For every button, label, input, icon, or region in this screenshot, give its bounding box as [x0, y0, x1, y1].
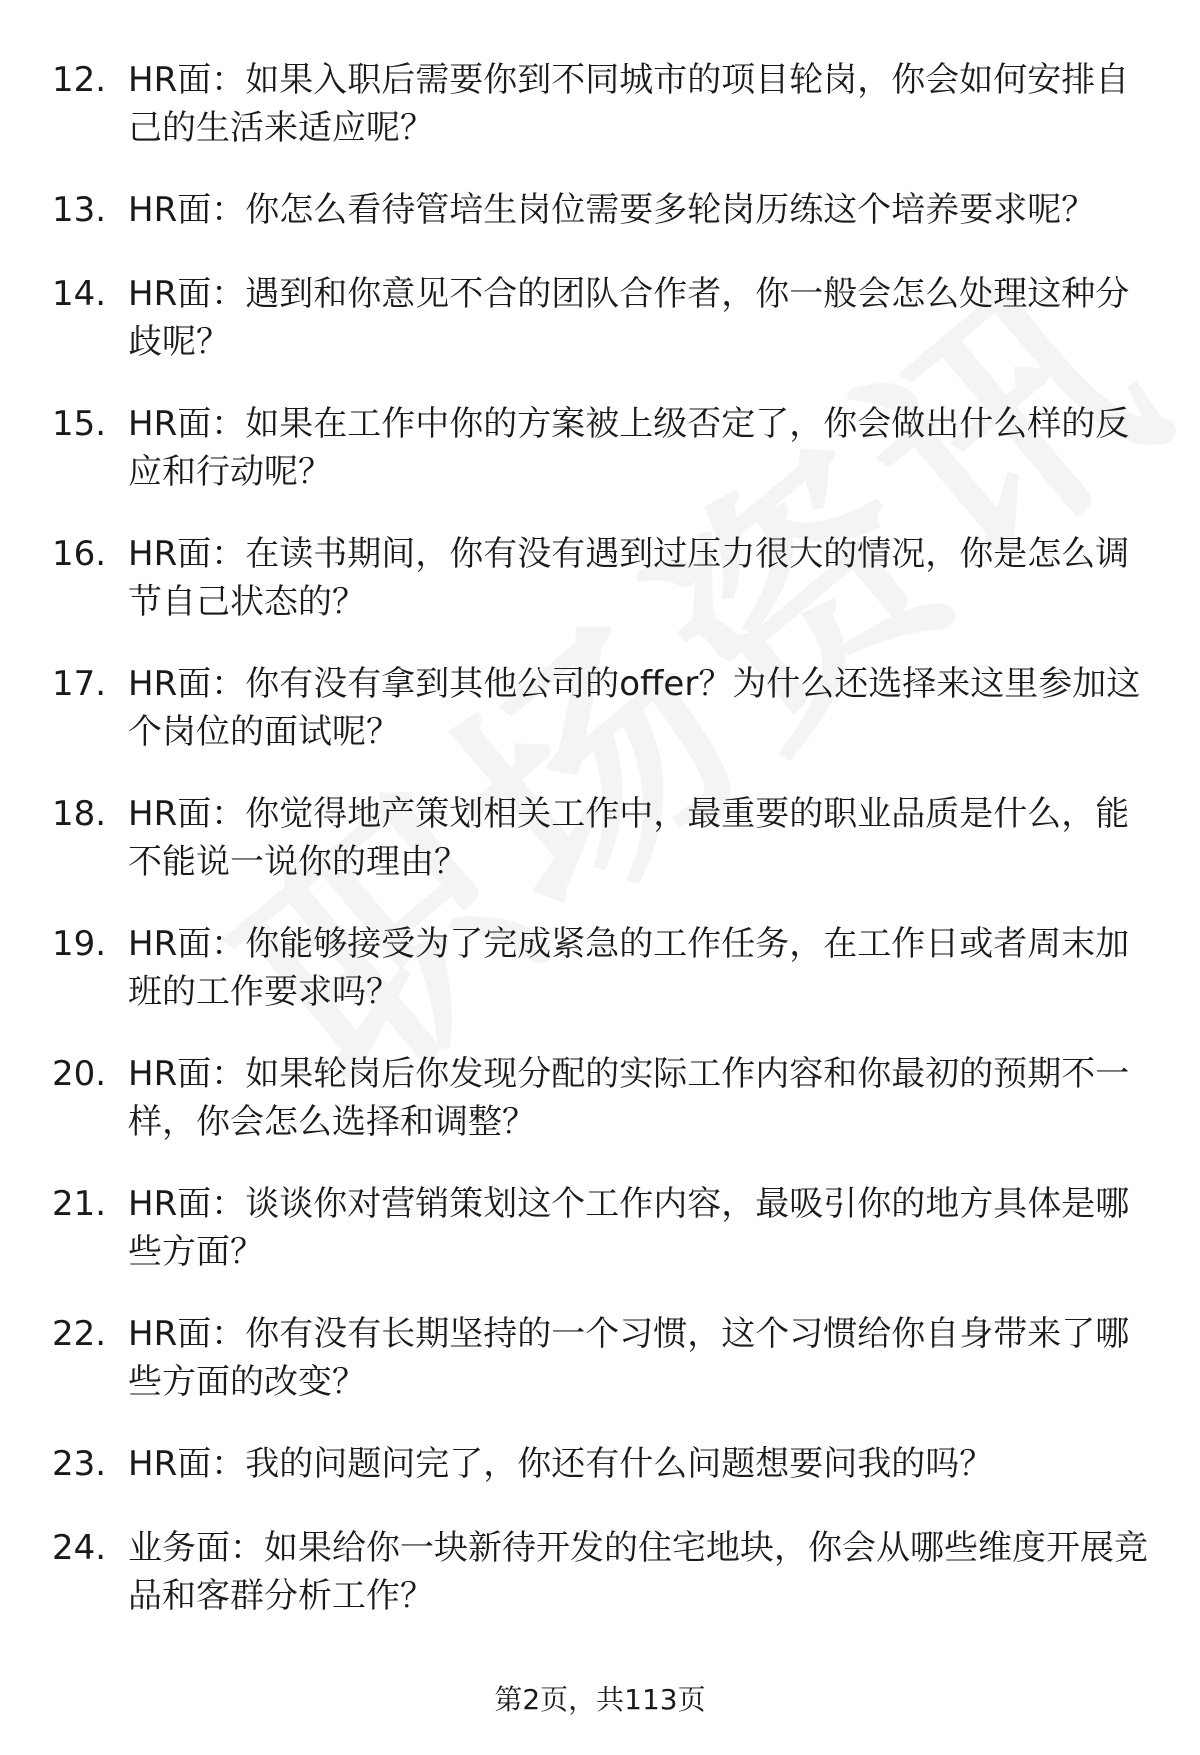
- page-footer: 第2页，共113页: [494, 1683, 706, 1716]
- item-number: 15.: [52, 404, 107, 444]
- list-item: [0, 530, 1200, 660]
- item-text: HR面：我的问题问完了，你还有什么问题想要问我的吗？: [128, 1444, 994, 1484]
- item-text: HR面：如果在工作中你的方案被上级否定了，你会做出什么样的反应和行动呢？: [128, 404, 1130, 492]
- list-item: [0, 1440, 1200, 1524]
- item-number: 20.: [52, 1054, 107, 1094]
- item-number: 19.: [52, 924, 107, 964]
- list-item: [0, 270, 1200, 400]
- item-number: 12.: [52, 60, 107, 100]
- item-number: 24.: [52, 1528, 107, 1568]
- item-text: HR面：你怎么看待管培生岗位需要多轮岗历练这个培养要求呢？: [128, 190, 1096, 230]
- item-number: 18.: [52, 794, 107, 834]
- item-number: 16.: [52, 534, 107, 574]
- item-number: 14.: [52, 274, 107, 314]
- list-item: [0, 1524, 1200, 1654]
- item-number: 22.: [52, 1314, 107, 1354]
- list-item: [0, 1180, 1200, 1310]
- list-item: [0, 186, 1200, 270]
- question-list: [0, 56, 1200, 1654]
- item-text: HR面：在读书期间，你有没有遇到过压力很大的情况，你是怎么调节自己状态的？: [128, 534, 1130, 622]
- item-text: HR面：你有没有拿到其他公司的offer？为什么还选择来这里参加这个岗位的面试呢？: [128, 664, 1141, 752]
- list-item: [0, 790, 1200, 920]
- item-text: HR面：你能够接受为了完成紧急的工作任务，在工作日或者周末加班的工作要求吗？: [128, 924, 1130, 1012]
- item-number: 23.: [52, 1444, 107, 1484]
- item-text: 业务面：如果给你一块新待开发的住宅地块，你会从哪些维度开展竞品和客群分析工作？: [128, 1528, 1148, 1616]
- item-text: HR面：你觉得地产策划相关工作中，最重要的职业品质是什么，能不能说一说你的理由？: [128, 794, 1130, 882]
- list-item: [0, 920, 1200, 1050]
- item-text: HR面：如果入职后需要你到不同城市的项目轮岗，你会如何安排自己的生活来适应呢？: [128, 60, 1130, 148]
- item-text: HR面：你有没有长期坚持的一个习惯，这个习惯给你自身带来了哪些方面的改变？: [128, 1314, 1130, 1402]
- item-text: HR面：遇到和你意见不合的团队合作者，你一般会怎么处理这种分歧呢？: [128, 274, 1130, 362]
- item-number: 21.: [52, 1184, 107, 1224]
- list-item: [0, 400, 1200, 530]
- list-item: [0, 56, 1200, 186]
- list-item: [0, 1310, 1200, 1440]
- item-number: 13.: [52, 190, 107, 230]
- item-text: HR面：谈谈你对营销策划这个工作内容，最吸引你的地方具体是哪些方面？: [128, 1184, 1130, 1272]
- item-text: HR面：如果轮岗后你发现分配的实际工作内容和你最初的预期不一样，你会怎么选择和调整？: [128, 1054, 1130, 1142]
- list-item: [0, 660, 1200, 790]
- list-item: [0, 1050, 1200, 1180]
- item-number: 17.: [52, 664, 107, 704]
